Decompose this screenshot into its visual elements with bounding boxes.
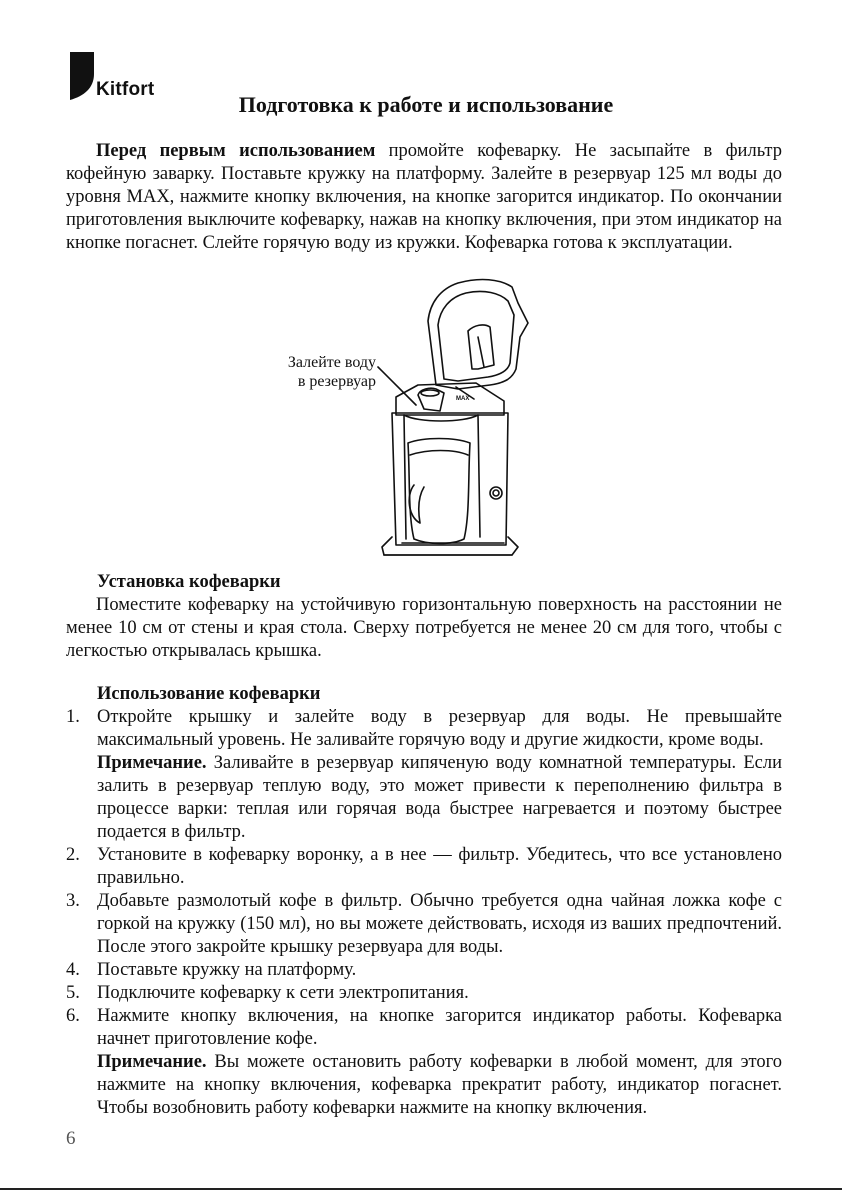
mug [408,439,470,544]
step-number: 4. [66,960,80,980]
step-number: 6. [66,1006,80,1026]
step-text: Установите в кофеварку воронку, а в нее — фильтр. Убедитесь, что все установлено правильно. [97,845,782,888]
step-text: Нажмите кнопку включения, на кнопке загорится индикатор работы. Кофеварка начнет приготовление кофе. [97,1006,782,1049]
step-number: 1. [66,707,80,727]
usage-heading: Использование кофеварки [97,684,321,704]
list-item [66,982,782,1005]
list-item [66,706,782,844]
step-note [97,752,782,844]
max-label: MAX [456,396,470,402]
install-paragraph: Поместите кофеварку на устойчивую горизонтальную поверхность на расстоянии не менее 10 см от стены и края стола. Сверху потребуется не менее 20 см для того, чтобы с легкостью открывалась крышка. [66,595,782,661]
step-number: 5. [66,983,80,1003]
coffee-maker-illustration [268,275,568,565]
intro-text: промойте кофеварку. Не засыпайте в фильтр кофейную заварку. Поставьте кружку на платформу. Залейте в резервуар 125 мл воды до уровня MAX, нажмите кнопку включения, на кнопке загорится индикатор. По окончании приготовления выключите кофеварку, нажав на кнопку включения, при этом индикатор на кнопке погаснет. Слейте горячую воду из кружки. Кофеварка готова к эксплуатации. [66,141,782,253]
power-button-icon [490,487,502,499]
list-item [66,959,782,982]
base-platform [382,537,518,555]
step-text: Откройте крышку и залейте воду в резервуар для воды. Не превышайте максимальный уровень. Не заливайте горячую воду и другие жидкости, кроме воды. [97,707,782,750]
list-item [66,1005,782,1120]
note-text: Заливайте в резервуар кипяченую воду комнатной температуры. Если залить в резервуар теплую воду, это может привести к переполнению фильтра в процессе варки: теплая или горячая вода быстрее нагревается и поэтому быстрее подается в фильтр. [97,753,782,842]
intro-lead: Перед первым использованием [96,141,376,161]
intro-paragraph [66,140,782,255]
step-text: Поставьте кружку на платформу. [97,960,357,980]
note-text: Вы можете остановить работу кофеварки в любой момент, для этого нажмите на кнопку включения, кофеварка прекратит работу, индикатор погаснет. Чтобы возобновить работу кофеварки нажмите на кнопку включения. [97,1052,782,1118]
list-item [66,844,782,890]
page-number: 6 [66,1128,76,1149]
step-text: Добавьте размолотый кофе в фильтр. Обычно требуется одна чайная ложка кофе с горкой на кружку (150 мл), но вы можете действовать, исходя из ваших предпочтений. После этого закройте крышку резервуара для воды. [97,891,782,957]
brand-name: Kitfort [96,79,155,100]
callout-line-1: Залейте воду [287,354,376,371]
step-number: 2. [66,845,80,865]
note-label: Примечание. [97,1052,207,1072]
step-number: 3. [66,891,80,911]
callout-leader-line [378,367,416,405]
list-item [66,890,782,959]
bottom-divider [0,1188,842,1190]
note-label: Примечание. [97,753,207,773]
step-text: Подключите кофеварку к сети электропитания. [97,983,469,1003]
usage-steps [66,706,782,1120]
callout-line-2: в резервуар [297,373,376,390]
install-heading: Установка кофеварки [97,572,281,592]
page-title: Подготовка к работе и использование [238,92,614,117]
step-note [97,1051,782,1120]
